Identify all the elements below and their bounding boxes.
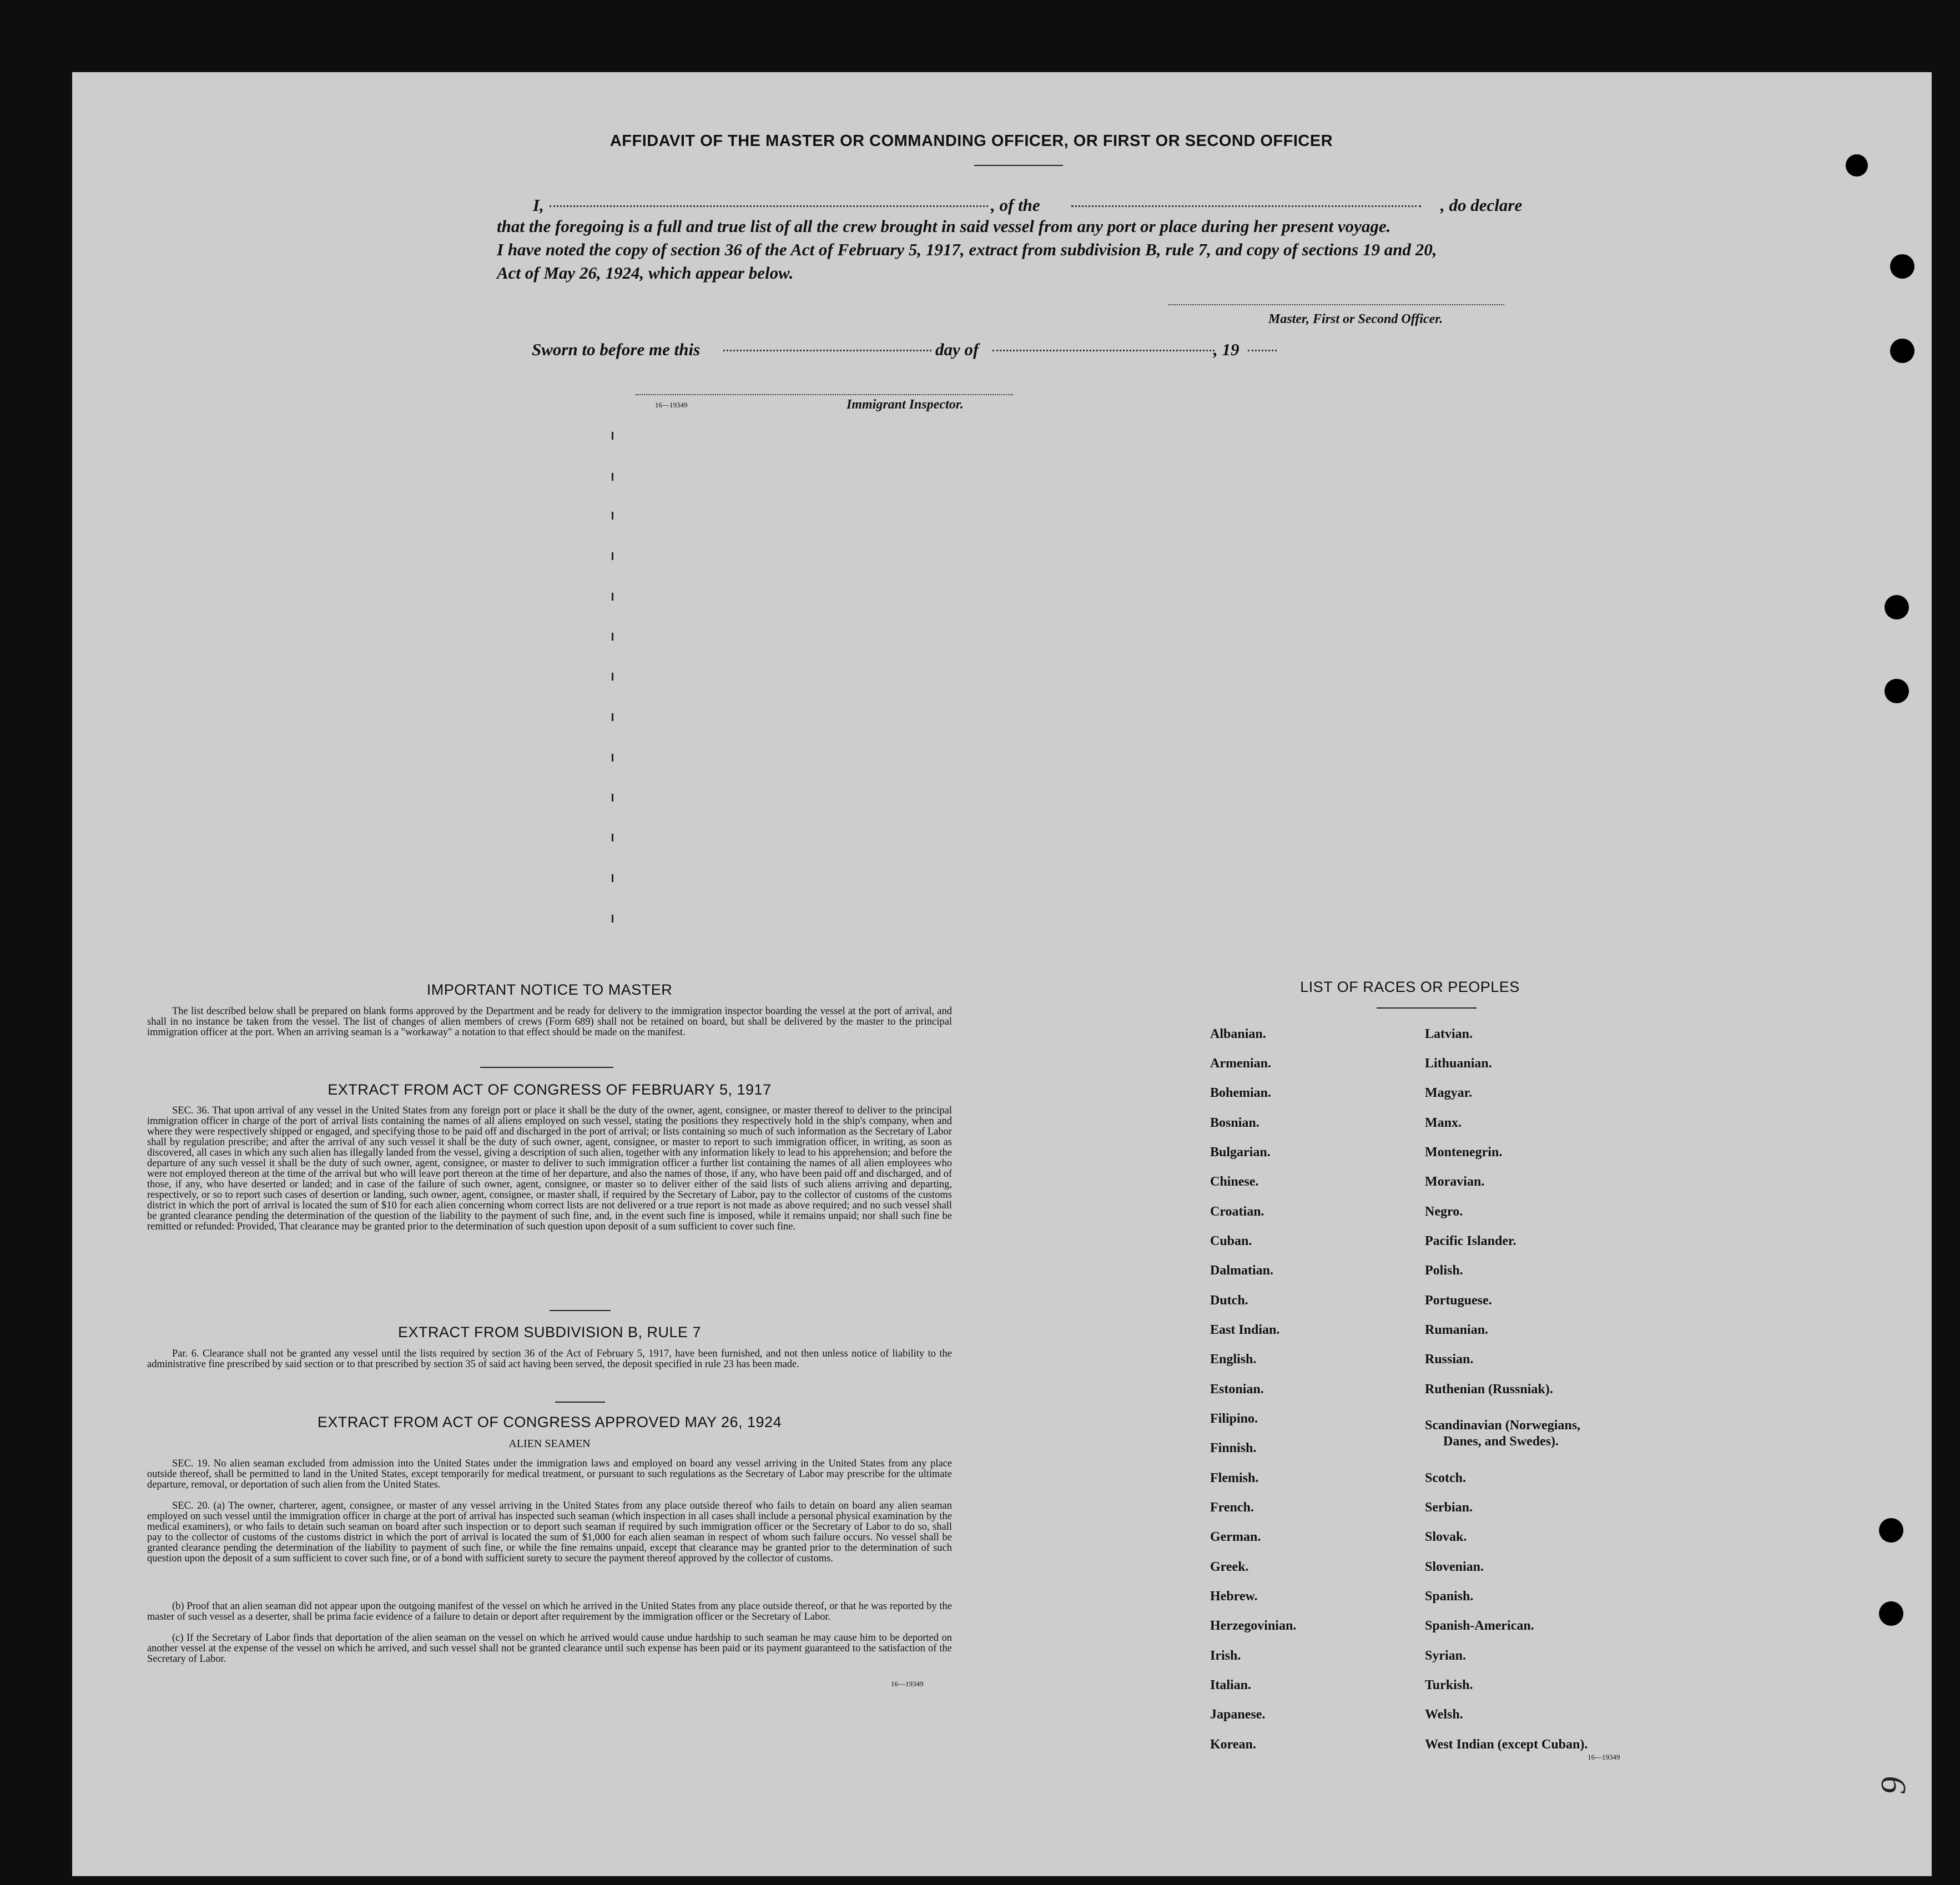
affidavit-line-3: I have noted the copy of section 36 of the Act of February 5, 1917, extract from subdivision B, rule 7, and copy of sections 19 and 20, [497, 240, 1437, 259]
race-left-item: Bohemian. [1210, 1086, 1272, 1100]
fold-mark [612, 512, 613, 520]
race-left-item: Armenian. [1210, 1056, 1271, 1071]
punch-hole [1846, 154, 1868, 177]
race-right-item: Magyar. [1425, 1086, 1473, 1100]
race-left-item: French. [1210, 1500, 1254, 1515]
extract-1924-form-number: 16—19349 [891, 1680, 924, 1688]
fold-mark [612, 754, 613, 762]
race-left-item: Filipino. [1210, 1412, 1258, 1426]
notice-body: The list described below shall be prepared on blank forms approved by the Department and be ready for delivery to the immigration inspector boarding the vessel at the port of arrival, and shall in no instance be taken from the vessel. The list of changes of alien members of crews (Form 689) shall not be retained on board, but shall be delivered by the master to the principal immigration officer at the port. When an arriving seaman is a "workaway" a notation to that effect should be made on the manifest. [147, 1006, 952, 1038]
sworn-line [532, 337, 1309, 362]
notice-title: IMPORTANT NOTICE TO MASTER [426, 981, 673, 998]
sworn-prefix: Sworn to before me this [532, 340, 701, 359]
affidavit-title: AFFIDAVIT OF THE MASTER OR COMMANDING OFFICER, OR FIRST OR SECOND OFFICER [609, 132, 1333, 150]
sworn-day-of: day of [935, 340, 979, 359]
punch-hole [1885, 595, 1909, 619]
race-right-item: Portuguese. [1425, 1293, 1492, 1308]
race-right-item: Slovak. [1425, 1530, 1467, 1544]
sworn-year: , 19 [1213, 340, 1240, 359]
race-left-item: Japanese. [1210, 1707, 1266, 1722]
day-blank [723, 350, 931, 351]
page-mark: 9 [1873, 1777, 1913, 1795]
fold-mark [612, 552, 613, 560]
extract-1917-body: SEC. 36. That upon arrival of any vessel in the United States from any foreign port or place it shall be the duty of the owner, agent, consignee, or master thereof to deliver to the principal immigration officer in charge of the port of arrival lists containing the names of all aliens employed on such vessel, stating the positions they respectively hold in the ship's company, when and where they were respectively shipped or engaged, and specifying those to be paid off and discharged in the port of arrival; or lists containing so much of such information as the Secretary of Labor shall by regulation prescribe; and after the arrival of any such vessel it shall be the duty of such owner, agent, consignee, or master to report to such immigration officer, in writing, as soon as discovered, all cases in which any such alien has illegally landed from the vessel, giving a description of such alien, together with any information likely to lead to his apprehension; and before the departure of any such vessel it shall be the duty of such owner, agent, consignee, or master to deliver to such immigration officer a further list containing the names of all alien employees who were not employed thereon at the time of the arrival but who will leave port thereon at the time of her departure, and also the names of those, if any, who have been paid off and discharged, and of those, if any, who have deserted or landed; and in case of the failure of such owner, agent, consignee, or master so to deliver either of the said lists of such aliens arriving and departing, respectively, or so to report such cases of desertion or landing, such owner, agent, consignee, or master shall, if required by the Secretary of Labor, pay to the collector of customs of the customs district in which the port of arrival is located the sum of $10 for each alien concerning whom correct lists are not delivered or a true report is not made as above required; and no such vessel shall be granted clearance pending the determination of the question of the liability to the payment of such fine, and, in the event such fine is imposed, while it remains unpaid; nor shall such fine be remitted or refunded: Provided, That clearance may be granted prior to the determination of such question upon deposit of a sum sufficient to cover such fine. [147, 1105, 952, 1232]
race-right-item: Pacific Islander. [1425, 1234, 1516, 1248]
name-blank [550, 205, 988, 207]
race-left-item: Finnish. [1210, 1441, 1257, 1455]
race-right-item: Scandinavian (Norwegians, [1425, 1418, 1581, 1433]
extract-1924-subtitle: ALIEN SEAMEN [508, 1438, 591, 1450]
punch-hole [1879, 1518, 1903, 1543]
month-blank [992, 350, 1215, 351]
race-right-item: Welsh. [1425, 1707, 1463, 1722]
race-right-item: Syrian. [1425, 1649, 1467, 1663]
fold-mark [612, 593, 613, 601]
title-underline [974, 165, 1063, 166]
race-right-item: Scotch. [1425, 1471, 1466, 1485]
affidavit-line-2: that the foregoing is a full and true list of all the crew brought in said vessel from any port or place during her present voyage. [497, 216, 1391, 236]
race-right-item: Slovenian. [1425, 1560, 1484, 1574]
race-left-item: Bosnian. [1210, 1116, 1259, 1130]
master-signature-label: Master, First or Second Officer. [1268, 312, 1443, 326]
race-left-item: Dutch. [1210, 1293, 1248, 1308]
race-right-item: Serbian. [1425, 1500, 1473, 1515]
race-right-item: Manx. [1425, 1116, 1462, 1130]
rule7-body: Par. 6. Clearance shall not be granted any vessel until the lists required by section 36 of the Act of February 5, 1917, have been furnished, and not then unless notice of liability to the administrative fine prescribed by said section or to that prescribed by section 35 of said act having been served, the deposit specified in rule 23 has been made. [147, 1348, 952, 1370]
extract-1917-title: EXTRACT FROM ACT OF CONGRESS OF FEBRUARY 5, 1917 [327, 1081, 772, 1098]
race-left-item: Dalmatian. [1210, 1263, 1273, 1278]
fold-mark [612, 633, 613, 641]
race-left-item: Estonian. [1210, 1382, 1264, 1397]
fold-mark [612, 473, 613, 481]
race-left-item: East Indian. [1210, 1323, 1280, 1337]
race-left-item: Herzegovinian. [1210, 1619, 1297, 1633]
race-right-item: Spanish. [1425, 1589, 1474, 1604]
rule7-title: EXTRACT FROM SUBDIVISION B, RULE 7 [397, 1324, 702, 1340]
race-left-item: Chinese. [1210, 1175, 1259, 1189]
punch-hole [1879, 1601, 1903, 1626]
race-left-item: Italian. [1210, 1678, 1252, 1692]
race-right-item: Negro. [1425, 1204, 1463, 1219]
races-title-underline [1377, 1007, 1477, 1009]
race-left-item: Flemish. [1210, 1471, 1259, 1485]
sec19-text: SEC. 19. No alien seaman excluded from admission into the United States under the immigration laws and employed on board any vessel arriving in the United States from any place outside thereof, shall be permitted to land in the United States, except temporarily for medical treatment, or pursuant to such regulations as the Secretary of Labor may prescribe for the ultimate departure, removal, or deportation of such alien from the United States. [147, 1458, 952, 1490]
section-divider [480, 1067, 613, 1068]
affidavit-line-4: Act of May 26, 1924, which appear below. [497, 263, 794, 283]
race-left-item: Greek. [1210, 1560, 1249, 1574]
fold-mark [612, 874, 613, 882]
race-left-item: Cuban. [1210, 1234, 1252, 1248]
inspector-form-number: 16—19349 [655, 401, 688, 409]
race-right-item: Rumanian. [1425, 1323, 1489, 1337]
vessel-blank [1071, 205, 1421, 207]
race-right-item: Danes, and Swedes). [1443, 1434, 1559, 1449]
punch-hole [1890, 254, 1914, 279]
affidavit-i: I, [533, 195, 544, 215]
affidavit-declare: , do declare [1440, 195, 1523, 215]
races-form-number: 16—19349 [1588, 1753, 1620, 1761]
race-right-item: Russian. [1425, 1352, 1474, 1367]
race-left-item: Irish. [1210, 1649, 1241, 1663]
race-left-item: Korean. [1210, 1737, 1256, 1752]
fold-mark [612, 915, 613, 923]
race-left-item: Hebrew. [1210, 1589, 1258, 1604]
race-left-item: Bulgarian. [1210, 1145, 1271, 1160]
section-divider [550, 1310, 611, 1311]
fold-mark [612, 432, 613, 440]
race-right-item: Moravian. [1425, 1175, 1485, 1189]
race-left-item: Albanian. [1210, 1027, 1266, 1041]
sec20a-text: SEC. 20. (a) The owner, charterer, agent, consignee, or master of any vessel arriving in the United States from any place outside thereof who fails to detain on board any alien seaman employed on such vessel until the immigration officer in charge at the port of arrival has inspected such seaman (which inspection in all cases shall include a personal physical examination by the medical examiners), or who fails to detain such seaman on board after such inspection or to deport such seaman if required by such immigration officer or the Secretary of Labor to do so, shall pay to the collector of customs of the customs district in which the port of arrival is located the sum of $1,000 for each alien seaman in respect of whom such failure occurs. No vessel shall be granted clearance pending the determination of the liability to payment of such fine, or while the fine remains unpaid, except that clearance may be granted prior to the determination of such question upon the deposit of a sum sufficient to cover such fine, or of a bond with sufficient surety to secure the payment thereof approved by the collector of customs. [147, 1500, 952, 1564]
race-left-item: German. [1210, 1530, 1261, 1544]
race-right-item: Polish. [1425, 1263, 1463, 1278]
year-blank [1248, 350, 1277, 351]
affidavit-of-the: , of the [991, 195, 1040, 215]
fold-mark [612, 834, 613, 841]
fold-mark [612, 673, 613, 681]
sec20b-text: (b) Proof that an alien seaman did not appear upon the outgoing manifest of the vessel on which he arrived in the United States from any place outside thereof, or that he was reported by the master of such vessel as a deserter, shall be prima facie evidence of a failure to detain or deport after requirement by the immigration officer or the Secretary of Labor. [147, 1601, 952, 1622]
master-signature-line [1168, 304, 1504, 305]
race-right-item: Turkish. [1425, 1678, 1473, 1692]
punch-hole [1885, 679, 1909, 703]
fold-mark [612, 794, 613, 802]
race-left-item: Croatian. [1210, 1204, 1264, 1219]
fold-mark [612, 713, 613, 721]
section-divider [555, 1402, 605, 1403]
race-right-item: Montenegrin. [1425, 1145, 1503, 1160]
races-title: LIST OF RACES OR PEOPLES [1300, 979, 1520, 995]
sec20c-text: (c) If the Secretary of Labor finds that deportation of the alien seaman on the vessel on which he arrived would cause undue hardship to such seaman he may cause him to be deported on another vessel at the expense of the vessel on which he arrived, and such vessel shall not be granted clearance until such expense has been paid or its payment guaranteed to the satisfaction of the Secretary of Labor. [147, 1632, 952, 1665]
extract-1924-title: EXTRACT FROM ACT OF CONGRESS APPROVED MAY 26, 1924 [317, 1414, 782, 1430]
race-right-item: Lithuanian. [1425, 1056, 1492, 1071]
inspector-signature-line [636, 394, 1013, 395]
race-right-item: West Indian (except Cuban). [1425, 1737, 1588, 1752]
punch-hole [1890, 339, 1914, 363]
inspector-label: Immigrant Inspector. [847, 397, 964, 412]
race-right-item: Ruthenian (Russniak). [1425, 1382, 1553, 1397]
race-right-item: Latvian. [1425, 1027, 1473, 1041]
race-right-item: Spanish-American. [1425, 1619, 1534, 1633]
race-left-item: English. [1210, 1352, 1257, 1367]
